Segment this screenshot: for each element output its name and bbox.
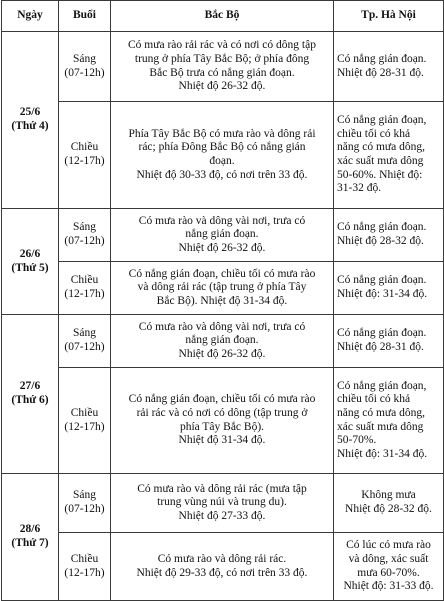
hanoi-forecast xyxy=(334,262,444,315)
session-cell xyxy=(59,32,111,102)
table-row xyxy=(2,474,444,533)
hanoi-line: Có nắng gián đoạn. xyxy=(337,52,427,65)
region-line: nắng gián đoạn. xyxy=(185,334,259,347)
hanoi-line: Nhiệt độ 28-31 độ. xyxy=(337,341,424,353)
region-line: Có mưa rào và dông rải rác (mưa tập xyxy=(137,482,307,495)
region-line: nắng gián đoạn. xyxy=(185,228,259,241)
hanoi-line: Có nắng gián đoạn, xyxy=(337,379,427,392)
hanoi-forecast xyxy=(334,533,444,601)
region-line: Có nắng gián đoạn, chiều tối có mưa rào xyxy=(128,267,316,280)
day-cell xyxy=(2,209,59,315)
header-region: Bắc Bộ xyxy=(111,1,334,32)
table-row xyxy=(2,32,444,102)
session-hours: (07-12h) xyxy=(64,66,105,79)
session-name: Chiều xyxy=(70,274,99,287)
session-hours: (12-17h) xyxy=(64,288,105,300)
session-cell xyxy=(59,102,111,209)
hanoi-line: Không mưa xyxy=(361,489,416,502)
header-row xyxy=(2,1,444,32)
region-line: và dông rải rác (tập trung ở phía Tây xyxy=(137,281,307,294)
day-date: 26/6 xyxy=(19,247,41,260)
session-hours: (12-17h) xyxy=(64,155,105,167)
region-line: Phía Tây Bắc Bộ có mưa rào và dông rải xyxy=(128,127,316,140)
region-line: phía Tây Bắc Bộ). xyxy=(179,420,265,433)
region-line: trung vùng núi và trung du). xyxy=(157,496,287,509)
table-row xyxy=(2,315,444,368)
hanoi-line: mưa 60-70%. xyxy=(357,566,420,579)
region-line: Nhiệt độ 30-33 độ, có nơi trên 33 độ. xyxy=(136,168,308,181)
day-weekday: (Thứ 6) xyxy=(11,394,49,406)
session-name: Chiều xyxy=(70,552,99,565)
region-forecast xyxy=(111,32,334,102)
hanoi-line: Có nắng gián đoạn, xyxy=(337,114,427,127)
region-line: Bắc Bộ trưa có nắng gián đoạn. xyxy=(149,66,295,79)
session-cell xyxy=(59,474,111,533)
session-hours: (07-12h) xyxy=(64,341,105,353)
hanoi-line: Nhiệt độ 28-32 độ. xyxy=(345,503,432,515)
day-cell xyxy=(2,32,59,209)
region-line: Có mưa rào rải rác và có nơi có dông tập xyxy=(128,39,316,52)
hanoi-line: xác suất mưa dông xyxy=(337,420,424,433)
region-line: rác; phía Đông Bắc Bộ có nắng gián xyxy=(138,141,306,154)
session-name: Sáng xyxy=(73,327,96,340)
hanoi-forecast xyxy=(334,32,444,102)
hanoi-line: Nhiệt độ: 31-34 độ. xyxy=(337,447,428,460)
session-hours: (07-12h) xyxy=(64,503,105,515)
hanoi-line: chiều tối có khả xyxy=(337,127,411,140)
region-line: Nhiệt độ 27-33 độ. xyxy=(178,509,266,522)
region-line: Nhiệt độ 26-32 độ. xyxy=(178,80,266,93)
region-line: Có mưa rào và dông rải rác. xyxy=(157,552,287,565)
hanoi-forecast xyxy=(334,474,444,533)
hanoi-line: xác suất mưa dông xyxy=(337,155,424,167)
table-row xyxy=(2,533,444,601)
session-cell xyxy=(59,368,111,474)
hanoi-forecast xyxy=(334,102,444,209)
session-name: Sáng xyxy=(73,221,96,234)
region-line: rải rác và có nơi có dông (tập trung ở xyxy=(136,406,308,419)
region-line: Có nắng gián đoạn, chiều tối có mưa rào xyxy=(128,393,316,406)
hanoi-line: Nhiệt độ 28-32 độ. xyxy=(337,235,424,247)
session-hours: (12-17h) xyxy=(64,566,105,579)
table-row xyxy=(2,262,444,315)
day-date: 28/6 xyxy=(19,523,41,536)
hanoi-line: 31-32 độ. xyxy=(337,182,382,195)
day-cell xyxy=(2,315,59,474)
session-cell xyxy=(59,209,111,262)
hanoi-line: năng có mưa dông, xyxy=(337,141,425,154)
hanoi-line: Nhiệt độ: 31-34 độ. xyxy=(337,288,428,300)
session-name: Sáng xyxy=(73,489,96,502)
region-line: Nhiệt độ 29-33 độ, có nơi trên 33 độ. xyxy=(136,566,308,579)
session-cell xyxy=(59,315,111,368)
hanoi-line: 50-70%. xyxy=(337,434,377,447)
region-line: Nhiệt độ 26-32 độ. xyxy=(178,241,266,254)
table-row xyxy=(2,209,444,262)
day-date: 27/6 xyxy=(19,380,41,393)
region-line: trung ở phía Tây Bắc Bộ; ở phía đông xyxy=(134,52,310,65)
header-day: Ngày xyxy=(2,1,59,32)
region-forecast xyxy=(111,209,334,262)
hanoi-line: và dông, xác suất xyxy=(348,552,429,565)
hanoi-line: Có nắng gián đoạn. xyxy=(337,274,427,287)
session-cell xyxy=(59,262,111,315)
day-date: 25/6 xyxy=(19,106,41,119)
day-weekday: (Thứ 5) xyxy=(11,261,49,274)
region-line: Có mưa rào và dông vài nơi, trưa có xyxy=(138,320,306,333)
hanoi-forecast xyxy=(334,209,444,262)
hanoi-forecast xyxy=(334,315,444,368)
session-cell xyxy=(59,533,111,601)
session-hours: (07-12h) xyxy=(64,235,105,247)
hanoi-line: chiều tối có khả xyxy=(337,393,411,406)
day-weekday: (Thứ 4) xyxy=(11,120,49,132)
session-hours: (12-17h) xyxy=(64,420,105,433)
day-weekday: (Thứ 7) xyxy=(11,537,49,549)
header-session: Buổi xyxy=(59,1,111,32)
region-forecast xyxy=(111,368,334,474)
header-hanoi: Tp. Hà Nội xyxy=(334,1,444,32)
table-row xyxy=(2,102,444,209)
region-forecast xyxy=(111,102,334,209)
weather-forecast-table xyxy=(1,0,444,601)
region-forecast xyxy=(111,533,334,601)
hanoi-line: Có lúc có mưa rào xyxy=(346,539,431,552)
session-name: Chiều xyxy=(70,406,99,419)
region-line: Có mưa rào và dông vài nơi, trưa có xyxy=(138,214,306,227)
hanoi-line: 50-60%. Nhiệt độ: xyxy=(337,168,423,181)
region-line: Nhiệt độ 31-34 độ. xyxy=(178,434,266,447)
region-forecast xyxy=(111,474,334,533)
region-forecast xyxy=(111,262,334,315)
region-line: Nhiệt độ 26-32 độ. xyxy=(178,347,266,360)
region-line: Bắc Bộ). Nhiệt độ 31-34 độ. xyxy=(156,294,288,307)
hanoi-line: Nhiệt độ: 31-33 độ. xyxy=(343,580,434,593)
session-name: Sáng xyxy=(73,52,96,65)
hanoi-forecast xyxy=(334,368,444,474)
hanoi-line: Nhiệt độ 28-31 độ. xyxy=(337,66,424,79)
day-cell xyxy=(2,474,59,601)
region-line: đoạn. xyxy=(209,155,235,167)
table-row xyxy=(2,368,444,474)
hanoi-line: Có nắng gián đoạn. xyxy=(337,221,427,234)
hanoi-line: Có nắng gián đoạn. xyxy=(337,327,427,340)
hanoi-line: năng có mưa dông, xyxy=(337,406,425,419)
region-forecast xyxy=(111,315,334,368)
session-name: Chiều xyxy=(70,141,99,154)
